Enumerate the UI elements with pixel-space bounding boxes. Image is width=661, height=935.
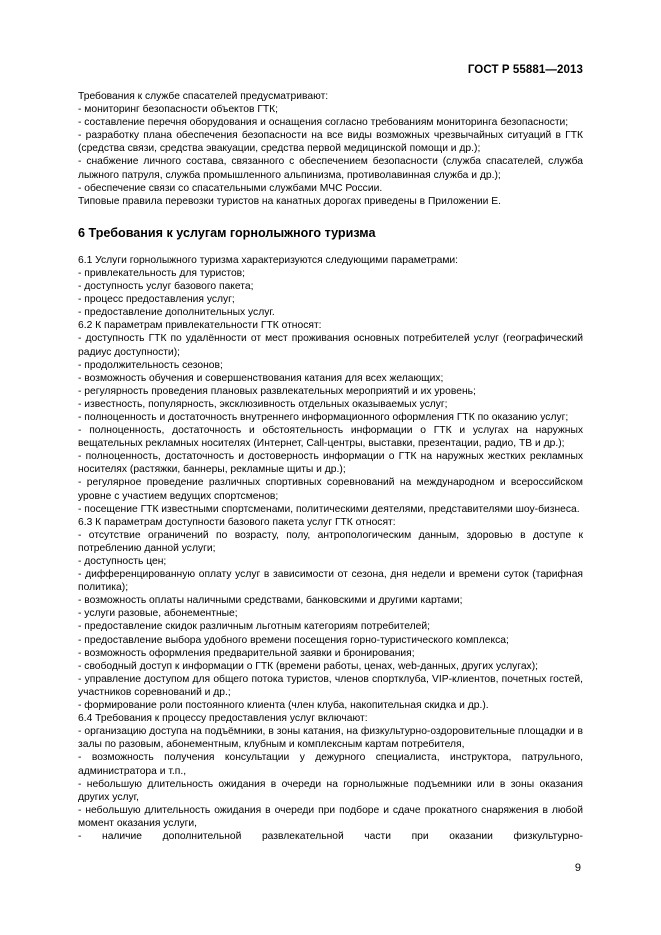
list-item: - отсутствие ограничений по возрасту, полу, антропологическим данным, здоровью в доступе к потреблению данной услуги; (78, 529, 583, 554)
section-heading: 6 Требования к услугам горнолыжного туризма (78, 225, 376, 240)
clause: 6.4 Требования к процессу предоставления услуг включают: (78, 713, 368, 725)
page-body (78, 90, 583, 843)
document-header: ГОСТ Р 55881—2013 (467, 64, 583, 76)
list-item: - дифференцированную оплату услуг в зависимости от сезона, дня недели и времени суток (тарифная политика); (78, 569, 583, 594)
list-item: - полноценность, достаточность и обстоятельность информации о ГТК и услугах на наружных вещательных рекламных носителях (Интернет, Call-центры, выставки, презентации, радио, ТВ и др.); (78, 425, 583, 450)
list-item: - организацию доступа на подъёмники, в зоны катания, на физкультурно-оздоровительные площадки и в залы по разовым, абонементным, клубным и комплексным картам потребителя, (78, 726, 583, 751)
page-number: 9 (574, 862, 581, 874)
rescue-requirements (78, 90, 583, 208)
list-item: - управление доступом для общего потока туристов, членов спортклуба, VIP-клиентов, почетных гостей, участников соревнований и др.; (78, 673, 583, 698)
list-item: - процесс предоставления услуг; (78, 294, 235, 306)
list-item: - продолжительность сезонов; (78, 359, 223, 371)
list-item: - возможность оформления предварительной заявки и бронирования; (78, 647, 415, 659)
list-item: - мониторинг безопасности объектов ГТК; (78, 104, 279, 116)
list-item: - полноценность и достаточность внутреннего информационного оформления ГТК по оказанию услуг; (78, 411, 569, 423)
section-6-body (78, 254, 583, 843)
list-item: - посещение ГТК известными спортсменами, политическими деятелями, представителями шоу-бизнеса. (78, 503, 580, 515)
list-item: - предоставление дополнительных услуг. (78, 307, 275, 319)
list-item: - услуги разовые, абонементные; (78, 608, 238, 620)
list-item: - снабжение личного состава, связанного с обеспечением безопасности (служба спасателей, служба лыжного патруля, служба промышленного альпинизма, противолавинная служба и др.); (78, 156, 583, 181)
list-item: - свободный доступ к информации о ГТК (времени работы, ценах, web-данных, других услугах); (78, 660, 538, 672)
list-item: - разработку плана обеспечения безопасности на все виды возможных чрезвычайных ситуаций в ГТК (средства связи, средства эвакуации, средства первой медицинской помощи и др.); (78, 130, 583, 155)
list-item: - небольшую длительность ожидания в очереди при подборе и сдаче прокатного снаряжения в любой момент оказания услуги, (78, 804, 583, 829)
list-item: - доступность цен; (78, 556, 167, 567)
list-item: - полноценность, достаточность и достоверность информации о ГТК на наружных жестких рекламных носителях (растяжки, баннеры, рекламные щиты и др.); (78, 451, 583, 476)
list-item: - возможность оплаты наличными средствами, банковскими и другими картами; (78, 595, 463, 607)
list-item: - возможность получения консультации у дежурного специалиста, инструктора, патрульного, администратора и т.п., (78, 752, 583, 777)
list-item: - привлекательность для туристов; (78, 267, 246, 279)
list-item: - обеспечение связи со спасательными службами МЧС России. (78, 182, 383, 194)
list-item: - формирование роли постоянного клиента (член клуба, накопительная скидка и др.). (78, 700, 489, 712)
paragraph: Требования к службе спасателей предусматривают: (78, 91, 329, 102)
list-item: - составление перечня оборудования и оснащения согласно требованиям мониторинга безопасности; (78, 117, 569, 129)
clause: 6.1 Услуги горнолыжного туризма характеризуются следующими параметрами: (78, 254, 459, 266)
clause: 6.3 К параметрам доступности базового пакета услуг ГТК относят: (78, 516, 396, 528)
list-item: - предоставление выбора удобного времени посещения горно-туристического комплекса; (78, 634, 509, 646)
list-item: - предоставление скидок различным льготным категориям потребителей; (78, 621, 430, 633)
list-item: - наличие дополнительной развлекательной части при оказании физкультурно- (78, 830, 583, 842)
paragraph: Типовые правила перевозки туристов на канатных дорогах приведены в Приложении Е. (78, 195, 502, 207)
clause: 6.2 К параметрам привлекательности ГТК относят: (78, 320, 322, 332)
list-item: - регулярное проведение различных спортивных соревнований на международном и всероссийском уровне с участием ведущих спортсменов; (78, 477, 583, 502)
list-item: - небольшую длительность ожидания в очереди на горнолыжные подъемники или в зоны оказания других услуг, (78, 778, 583, 803)
list-item: - известность, популярность, эксклюзивность отдельных оказываемых услуг; (78, 398, 448, 410)
list-item: - возможность обучения и совершенствования катания для всех желающих; (78, 372, 444, 384)
list-item: - доступность ГТК по удалённости от мест проживания основных потребителей услуг (географический радиус доступности); (78, 333, 583, 358)
list-item: - регулярность проведения плановых развлекательных мероприятий и их уровень; (78, 385, 476, 397)
list-item: - доступность услуг базового пакета; (78, 281, 254, 293)
